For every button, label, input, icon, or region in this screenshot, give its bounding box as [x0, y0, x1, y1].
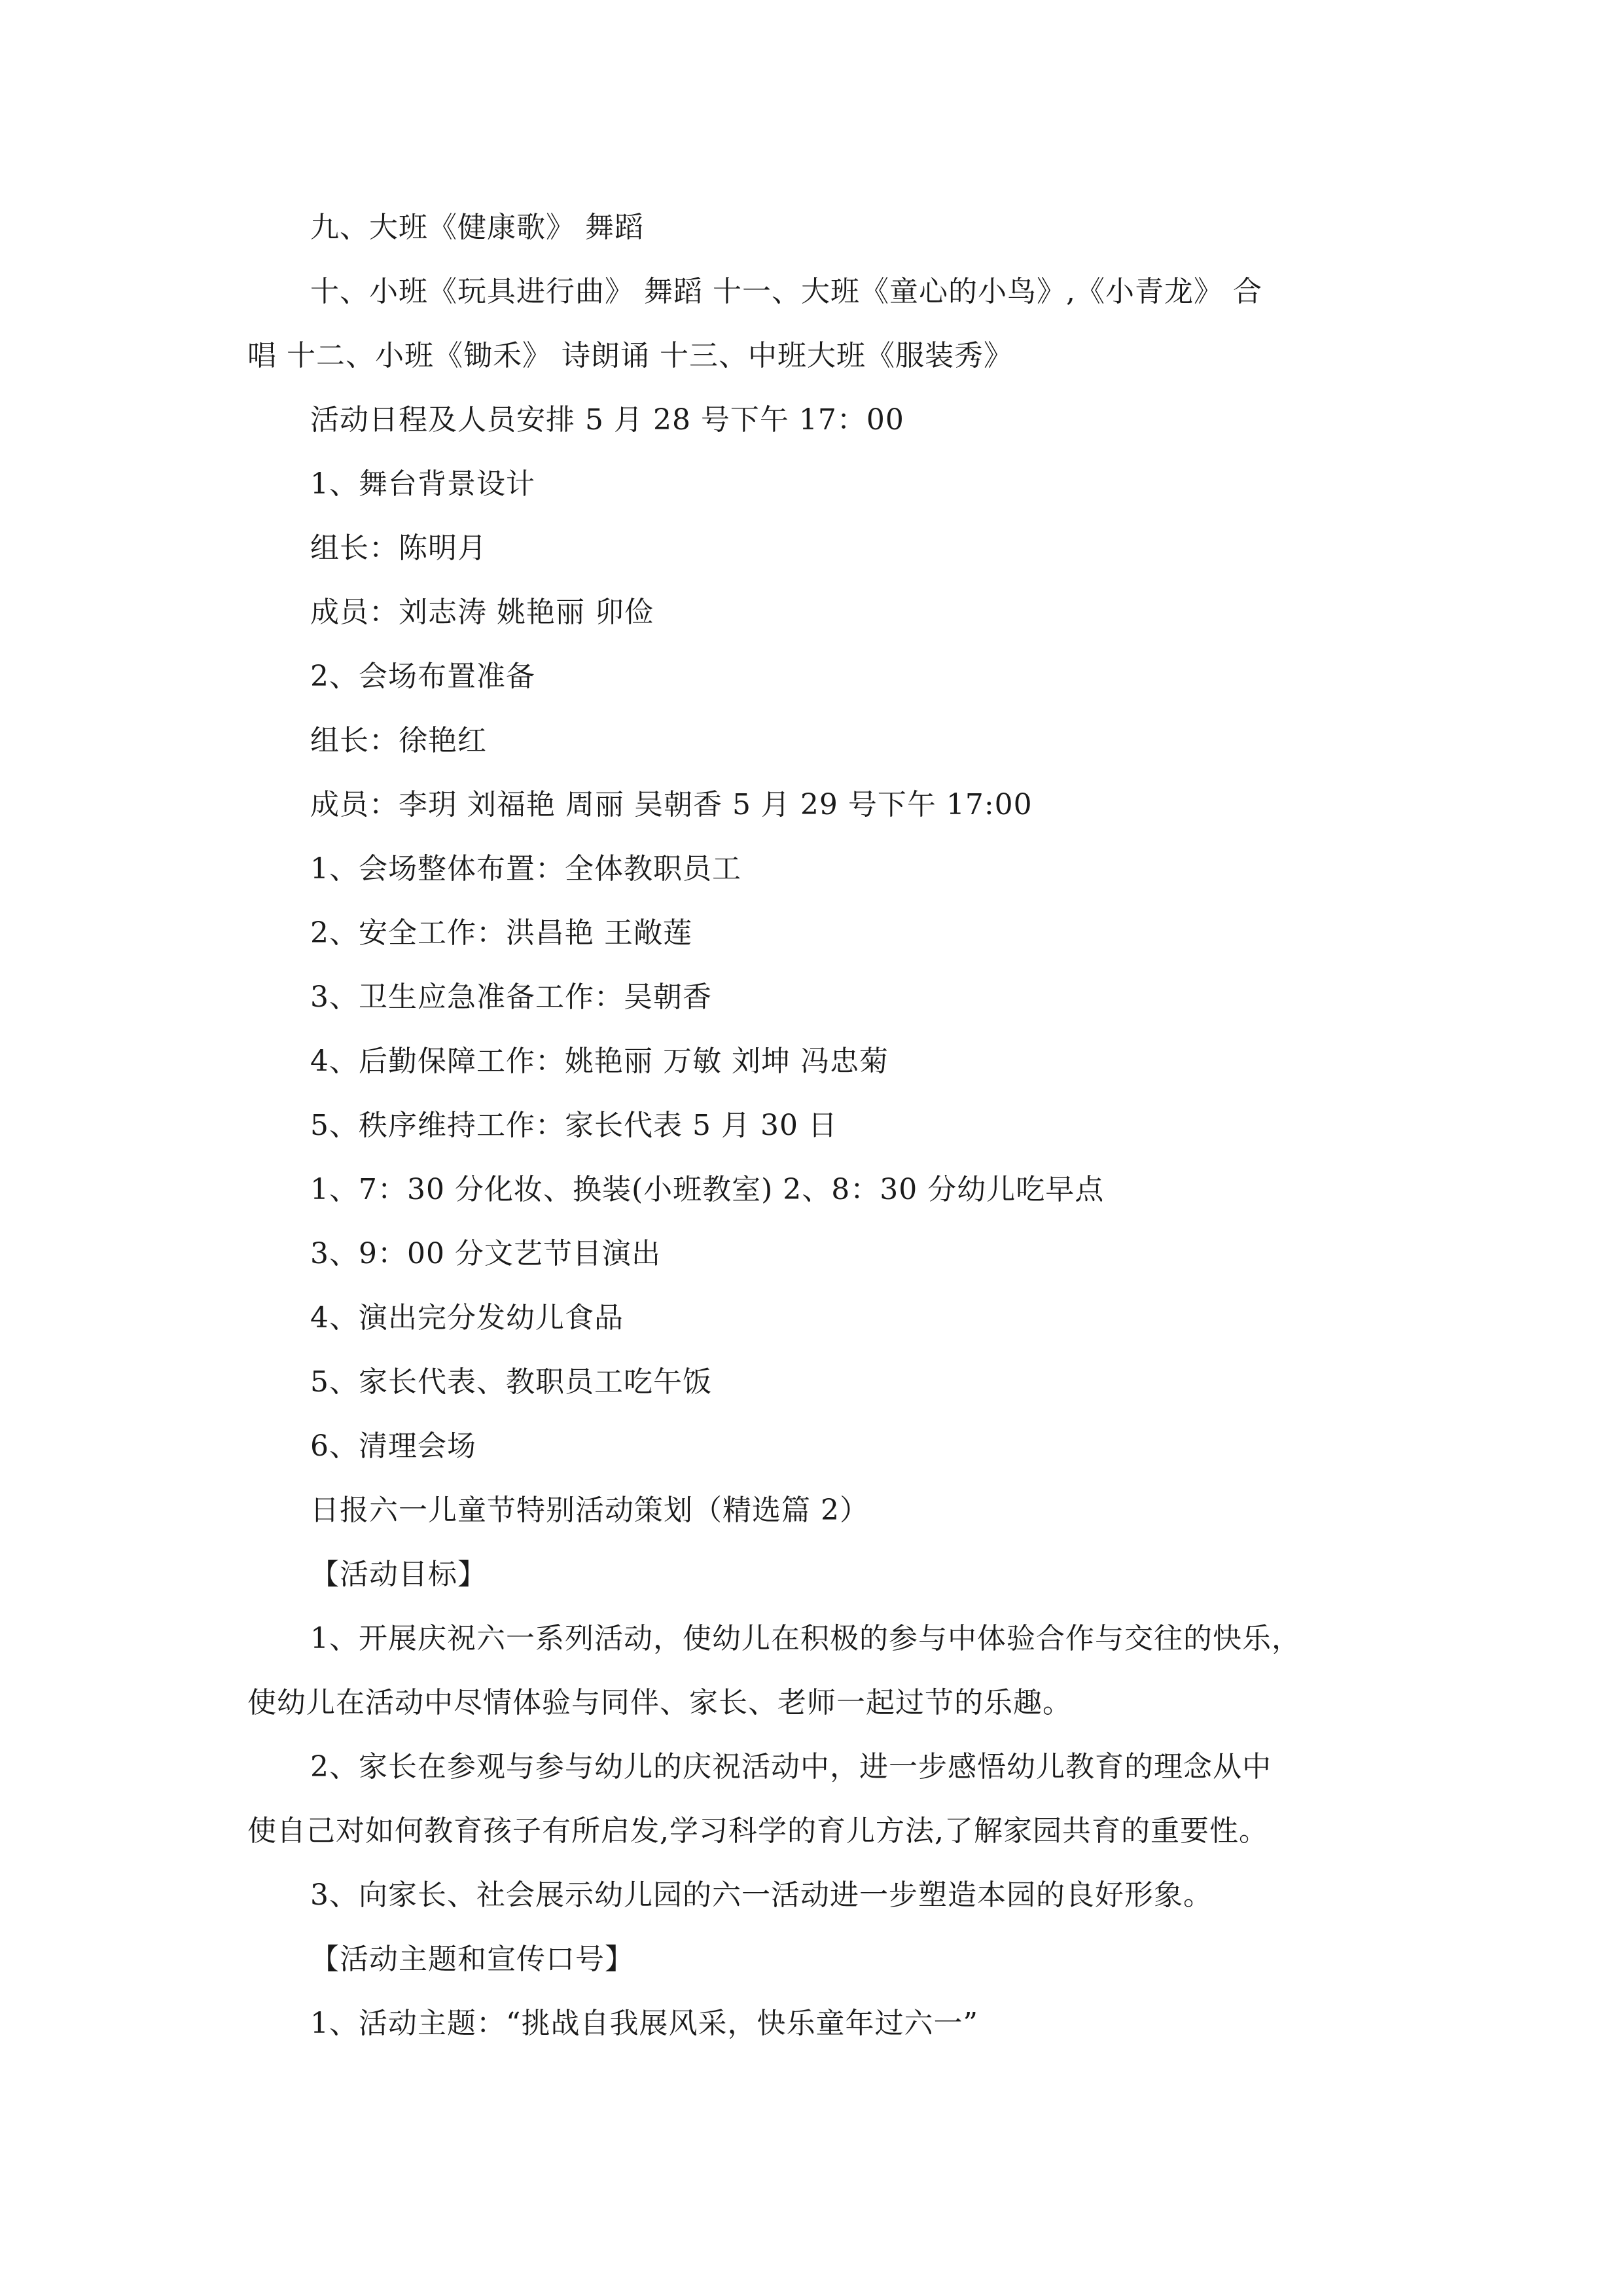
text-line: 5、家长代表、教职员工吃午饭 [310, 1365, 712, 1399]
text-line: 1、舞台背景设计 [310, 467, 535, 501]
text-line: 使幼儿在活动中尽情体验与同伴、家长、老师一起过节的乐趣。 [247, 1686, 1072, 1719]
text-line: 2、安全工作：洪昌艳 王敞莲 [310, 916, 692, 950]
text-line: 唱 十二、小班《锄禾》 诗朗诵 十三、中班大班《服装秀》 [247, 339, 1013, 372]
text-line: 组长：徐艳红 [310, 724, 487, 757]
text-line: 4、演出完分发幼儿食品 [310, 1301, 624, 1335]
text-line: 十、小班《玩具进行曲》 舞蹈 十一、大班《童心的小鸟》,《小青龙》 合 [310, 275, 1262, 308]
text-line: 1、7：30 分化妆、换装(小班教室) 2、8：30 分幼儿吃早点 [310, 1173, 1105, 1206]
section-title: 日报六一儿童节特别活动策划（精选篇 2） [310, 1494, 869, 1527]
text-line: 成员：李玥 刘福艳 周丽 吴朝香 5 月 29 号下午 17:00 [310, 788, 1033, 821]
text-line: 1、会场整体布置：全体教职员工 [310, 852, 741, 886]
text-line: 3、卫生应急准备工作：吴朝香 [310, 980, 712, 1014]
text-line: 成员：刘志涛 姚艳丽 卯俭 [310, 596, 654, 629]
text-line: 3、9：00 分文艺节目演出 [310, 1237, 661, 1270]
text-line: 3、向家长、社会展示幼儿园的六一活动进一步塑造本园的良好形象。 [310, 1878, 1213, 1912]
text-line: 使自己对如何教育孩子有所启发,学习科学的育儿方法,了解家园共育的重要性。 [247, 1814, 1268, 1848]
text-line: 1、开展庆祝六一系列活动，使幼儿在积极的参与中体验合作与交往的快乐， [310, 1622, 1301, 1655]
text-line: 2、会场布置准备 [310, 660, 535, 693]
text-line: 九、大班《健康歌》 舞蹈 [310, 211, 644, 244]
text-line: 5、秩序维持工作：家长代表 5 月 30 日 [310, 1109, 838, 1142]
text-line: 组长：陈明月 [310, 531, 487, 565]
text-line: 2、家长在参观与参与幼儿的庆祝活动中，进一步感悟幼儿教育的理念从中 [310, 1750, 1272, 1784]
section-heading: 【活动目标】 [310, 1558, 487, 1591]
text-line: 1、活动主题：“挑战自我展风采，快乐童年过六一” [310, 2007, 978, 2040]
text-line: 活动日程及人员安排 5 月 28 号下午 17：00 [310, 403, 904, 437]
section-heading: 【活动主题和宣传口号】 [310, 1943, 634, 1976]
text-line: 6、清理会场 [310, 1429, 476, 1463]
text-line: 4、后勤保障工作：姚艳丽 万敏 刘坤 冯忠菊 [310, 1045, 889, 1078]
